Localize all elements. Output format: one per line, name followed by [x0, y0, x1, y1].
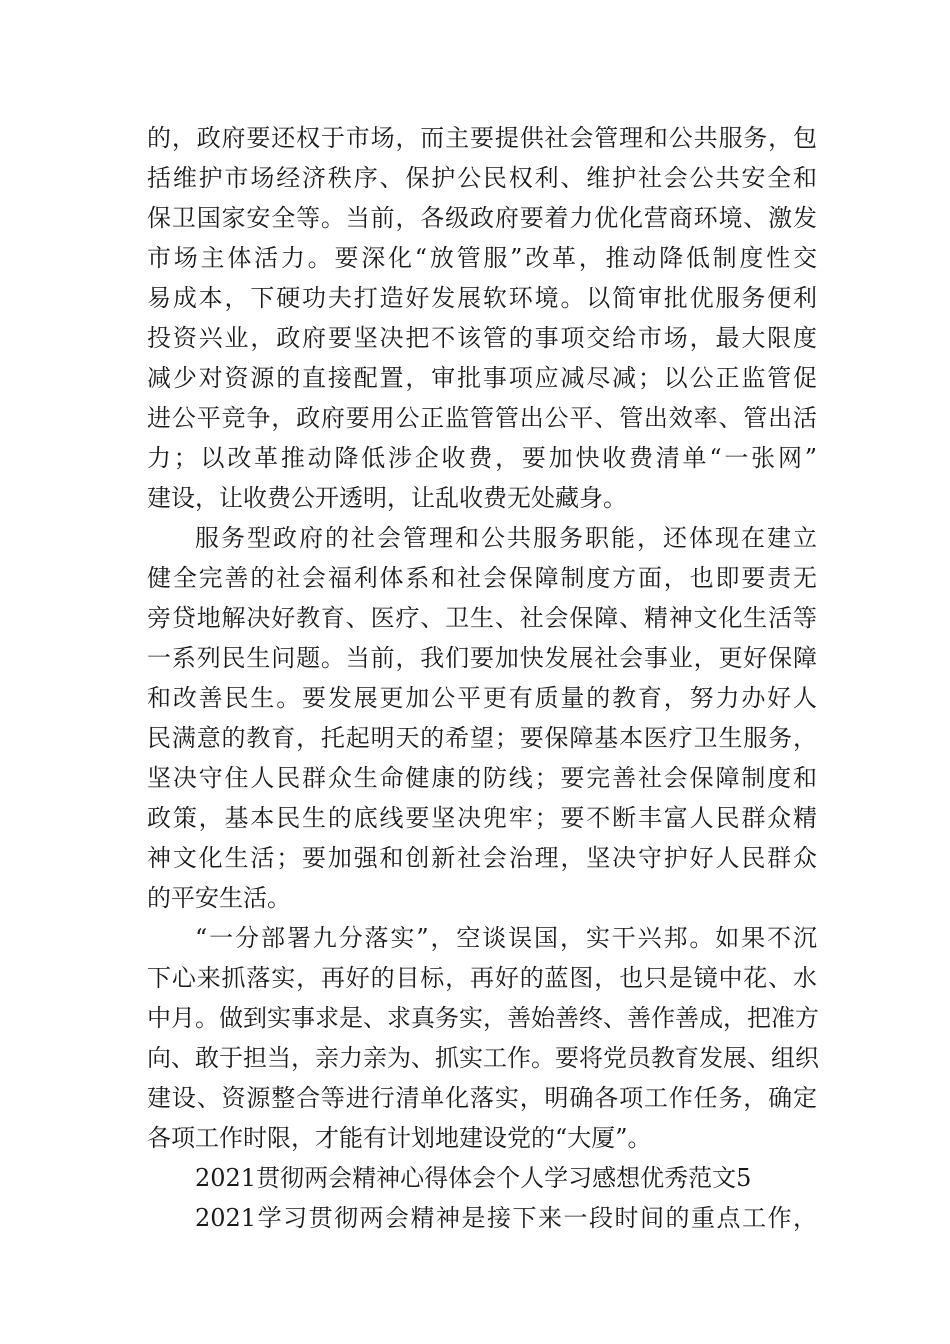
text-line: 各项工作时限，才能有计划地建设党的“大厦”。: [147, 1124, 652, 1152]
text-line: 保卫国家安全等。当前，各级政府要着力优化营商环境、激发: [147, 204, 817, 232]
text-line: 民满意的教育，托起明天的希望；要保障基本医疗卫生服务，: [147, 724, 817, 752]
text-line: 的，政府要还权于市场，而主要提供社会管理和公共服务，包: [147, 124, 817, 152]
text-line: 旁贷地解决好教育、医疗、卫生、社会保障、精神文化生活等: [147, 604, 817, 632]
text-line: 投资兴业，政府要坚决把不该管的事项交给市场，最大限度: [147, 324, 817, 352]
text-line: 神文化生活；要加强和创新社会治理，坚决守护好人民群众: [147, 844, 817, 872]
text-line: 政策，基本民生的底线要坚决兜牢；要不断丰富人民群众精: [147, 804, 817, 832]
text-line: 下心来抓落实，再好的目标，再好的蓝图，也只是镜中花、水: [147, 964, 817, 992]
text-line: 和改善民生。要发展更加公平更有质量的教育，努力办好人: [147, 684, 817, 712]
text-line: 坚决守住人民群众生命健康的防线；要完善社会保障制度和: [147, 764, 817, 792]
paragraph-start-line: 服务型政府的社会管理和公共服务职能，还体现在建立: [195, 524, 817, 552]
paragraph-start-line: “一分部署九分落实”，空谈误国，实干兴邦。如果不沉: [195, 924, 817, 952]
text-line: 一系列民生问题。当前，我们要加快发展社会事业，更好保障: [147, 644, 817, 672]
text-line: 建设，让收费公开透明，让乱收费无处藏身。: [147, 484, 627, 512]
text-line: 向、敢于担当，亲力亲为、抓实工作。要将党员教育发展、组织: [147, 1044, 819, 1072]
text-line: 中月。做到实事求是、求真务实，善始善终、善作善成，把准方: [147, 1004, 819, 1032]
text-line: 建设、资源整合等进行清单化落实，明确各项工作任务，确定: [147, 1084, 817, 1112]
section-heading: 2021贯彻两会精神心得体会个人学习感想优秀范文5: [195, 1164, 752, 1192]
paragraph-start-line: 2021学习贯彻两会精神是接下来一段时间的重点工作，: [195, 1204, 817, 1232]
text-line: 进公平竞争，政府要用公正监管管出公平、管出效率、管出活: [147, 404, 817, 432]
text-line: 易成本，下硬功夫打造好发展软环境。以简审批优服务便利: [147, 284, 817, 312]
text-line: 减少对资源的直接配置，审批事项应减尽减；以公正监管促: [147, 364, 817, 392]
text-line: 健全完善的社会福利体系和社会保障制度方面，也即要责无: [147, 564, 817, 592]
text-line: 力；以改革推动降低涉企收费，要加快收费清单“一张网”: [147, 444, 817, 472]
text-line: 市场主体活力。要深化“放管服”改革，推动降低制度性交: [147, 244, 817, 272]
text-line: 括维护市场经济秩序、保护公民权利、维护社会公共安全和: [147, 164, 817, 192]
text-line: 的平安生活。: [147, 884, 291, 912]
